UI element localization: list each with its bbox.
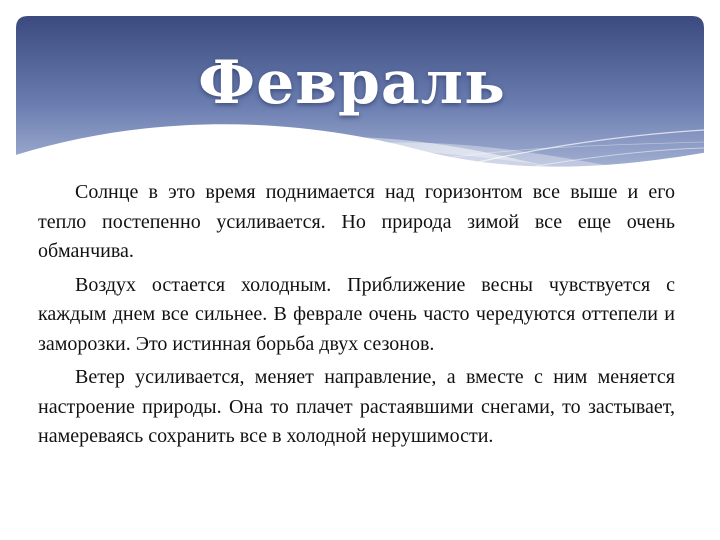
- paragraph: Воздух остается холодным. Приближение весны чувствуется с каждым днем все сильнее. В феврале очень часто чередуются оттепели и заморозки. Это истинная борьба двух сезонов.: [38, 273, 675, 355]
- paragraph: Солнце в это время поднимается над горизонтом все выше и его тепло постепенно усиливается. Но природа зимой все еще очень обманчива.: [38, 181, 675, 262]
- paragraph: Ветер усиливается, меняет направление, а вместе с ним меняется настроение природы. Она то плачет растаявшими снегами, то застывает, намереваясь сохранить все в холодной нерушимости.: [38, 366, 675, 447]
- slide-title: Февраль: [198, 48, 506, 118]
- slide-body: [38, 178, 675, 456]
